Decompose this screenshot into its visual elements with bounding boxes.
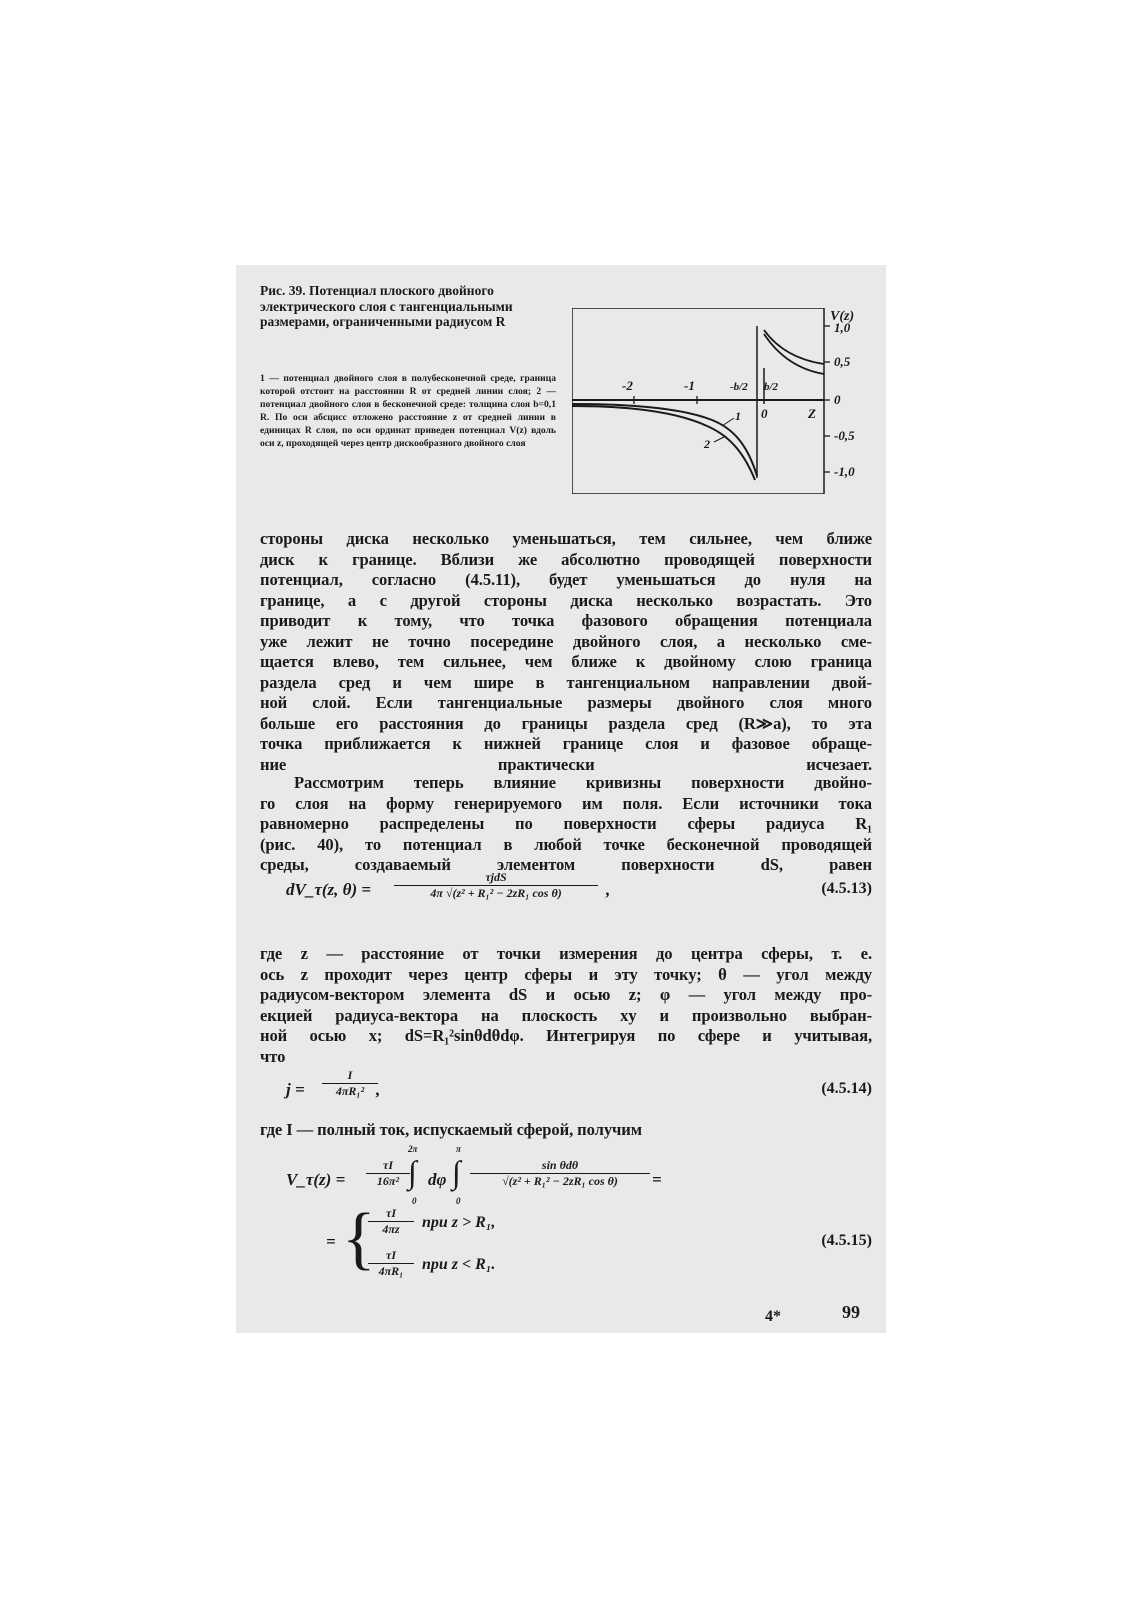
x-label-m2: -2 (622, 378, 633, 393)
eq15-coef-num: τI (366, 1158, 410, 1174)
x-label-mb2: -b/2 (730, 381, 748, 393)
curve-label-1: 1 (735, 409, 741, 423)
p2-line: равномерно распределены по поверхности сферы радиуса R₁ (260, 814, 872, 833)
eq13-numerator: τjdS (394, 870, 598, 886)
p3-line: где z — расстояние от точки измерения до центра сферы, т. е. (260, 944, 872, 963)
x-label-z: Z (808, 406, 816, 421)
curve-label-2: 2 (704, 437, 710, 451)
p3-line: что (260, 1046, 286, 1066)
p3-line: екцией радиуса-вектора на плоскость xy и произвольно выбран- (260, 1005, 872, 1025)
eq15-int2-lower: 0 (456, 1196, 461, 1206)
eq14-lhs: j = (286, 1080, 305, 1099)
eq14-tail: , (376, 1080, 381, 1099)
eq15-number: (4.5.15) (821, 1232, 872, 1249)
eq13-lhs: dV_τ(z, θ) = (286, 880, 372, 899)
p1-line: щается влево, тем сильнее, чем ближе к двойному слою граница (260, 652, 872, 671)
p2-line: го слоя на форму генерируемого им поля. Если источники тока (260, 793, 872, 813)
eq15-case1-frac (368, 1206, 414, 1237)
paragraph-4: где I — полный ток, испускаемый сферой, получим (260, 1120, 642, 1139)
equation-4-5-13 (286, 870, 872, 914)
eq14-number: (4.5.14) (821, 1080, 872, 1097)
p2-line: среды, создаваемый элементом поверхности dS, равен (260, 855, 872, 874)
paragraph-1 (260, 529, 872, 775)
p1-line: больше его расстояния до границы раздела сред (R≫a), то эта (260, 713, 872, 733)
p1-line: стороны диска несколько уменьшаться, тем сильнее, чем ближе (260, 529, 872, 548)
figure-caption-legend: 1 — потенциал двойного слоя в полубесконечной среде, граница которой отстоит на расстоянии R от средней линии слоя; 2 — потенциал двойного слоя в бесконечной среде: толщина слоя b=0,1 R. По оси абсцисс отложено расстояние z от средней линии в единицах R слоя, по оси ординат приведен потенциал V(z) вдоль оси z, проходящей через центр дискообразного двойного слоя (260, 373, 556, 450)
paragraph-3 (260, 944, 872, 1067)
y-tick-label-05: 0,5 (834, 354, 851, 369)
eq13-denominator: 4π √(z² + R₁² − 2zR₁ cos θ) (430, 886, 562, 900)
eq15-int1-lower: 0 (412, 1196, 417, 1206)
eq15-case1-cond: при z > R₁, (422, 1214, 496, 1231)
integral-sign-2: ∫ (452, 1154, 461, 1190)
page-number: 99 (842, 1302, 860, 1322)
equation-4-5-15 (286, 1144, 872, 1294)
y-tick-label-1: 1,0 (834, 320, 851, 335)
x-label-0: 0 (761, 406, 768, 421)
eq14-numerator: I (322, 1068, 378, 1084)
eq15-int2-upper: π (456, 1144, 461, 1154)
p1-line: раздела сред и чем шире в тангенциальном направлении двой- (260, 672, 872, 692)
p1-line: ной слой. Если тангенциальные размеры двойного слоя много (260, 693, 872, 712)
eq15-int-num: sin θdθ (470, 1158, 650, 1174)
p3-line: ось z проходит через центр сферы и эту точку; θ — угол между (260, 964, 872, 984)
p1-line: потенциал, согласно (4.5.11), будет уменьшаться до нуля на (260, 570, 872, 589)
eq15-case2-num: τI (368, 1248, 414, 1264)
p1-line: границе, а с другой стороны диска несколько возрастать. Это (260, 590, 872, 610)
eq15-case2-frac (368, 1248, 414, 1279)
paragraph-2 (260, 773, 872, 876)
y-tick-label-m05: -0,5 (834, 428, 855, 443)
eq15-eq-sign-2: = (326, 1232, 336, 1251)
figure-39-plot (572, 308, 880, 494)
eq13-fraction (394, 870, 598, 901)
eq15-integrand (470, 1158, 650, 1189)
eq15-dphi: dφ (428, 1170, 447, 1189)
p1-line: точка приближается к нижней границе слоя и фазовое обраще- (260, 734, 872, 753)
eq15-case1-den: 4πz (382, 1222, 400, 1236)
p3-line: ной осью x; dS=R₁²sinθdθdφ. Интегрируя по сфере и учитывая, (260, 1026, 872, 1045)
eq15-coef (366, 1158, 410, 1189)
label-2-leader (714, 436, 726, 442)
cases-brace: { (342, 1200, 376, 1277)
y-tick-label-0: 0 (834, 392, 841, 407)
eq13-number: (4.5.13) (821, 880, 872, 897)
x-label-b2: b/2 (764, 381, 779, 393)
p1-line: приводит к тому, что точка фазового обращения потенциала (260, 611, 872, 630)
eq15-int-den: √(z² + R₁² − 2zR₁ cos θ) (502, 1174, 618, 1188)
signature-marker: 4* (765, 1308, 781, 1325)
p1-line: уже лежит не точно посередине двойного слоя, а несколько сме- (260, 631, 872, 651)
eq14-denominator: 4πR₁² (335, 1084, 365, 1098)
eq15-eq-sign: = (652, 1170, 662, 1189)
eq15-case1-num: τI (368, 1206, 414, 1222)
eq15-case2-cond: при z < R₁. (422, 1256, 496, 1273)
y-tick-label-m1: -1,0 (834, 464, 855, 479)
eq13-comma: , (606, 880, 611, 899)
eq15-coef-den: 16π² (376, 1174, 400, 1188)
eq15-lhs: V_τ(z) = (286, 1170, 346, 1189)
x-label-m1: -1 (684, 378, 695, 393)
eq15-int1-upper: 2π (408, 1144, 418, 1154)
curve-2-negative (572, 406, 755, 480)
figure-caption-title: Рис. 39. Потенциал плоского двойного электрического слоя с тангенциальными размерами, ограниченными радиусом R (260, 283, 513, 329)
eq15-case2-den: 4πR₁ (378, 1264, 404, 1278)
p2-line: (рис. 40), то потенциал в любой точке бесконечной проводящей (260, 834, 872, 854)
label-1-leader (722, 418, 734, 426)
equation-4-5-14 (286, 1068, 872, 1114)
p2-line: Рассмотрим теперь влияние кривизны поверхности двойно- (294, 773, 872, 792)
p1-line: диск к границе. Вблизи же абсолютно проводящей поверхности (260, 549, 872, 569)
p3-line: радиусом-вектором элемента dS и осью z; φ — угол между про- (260, 985, 872, 1004)
integral-sign-1: ∫ (408, 1154, 417, 1190)
p1-line: ние практически исчезает. (260, 754, 872, 774)
eq14-fraction (322, 1068, 381, 1099)
y-axis-label: V(z) (830, 309, 855, 324)
